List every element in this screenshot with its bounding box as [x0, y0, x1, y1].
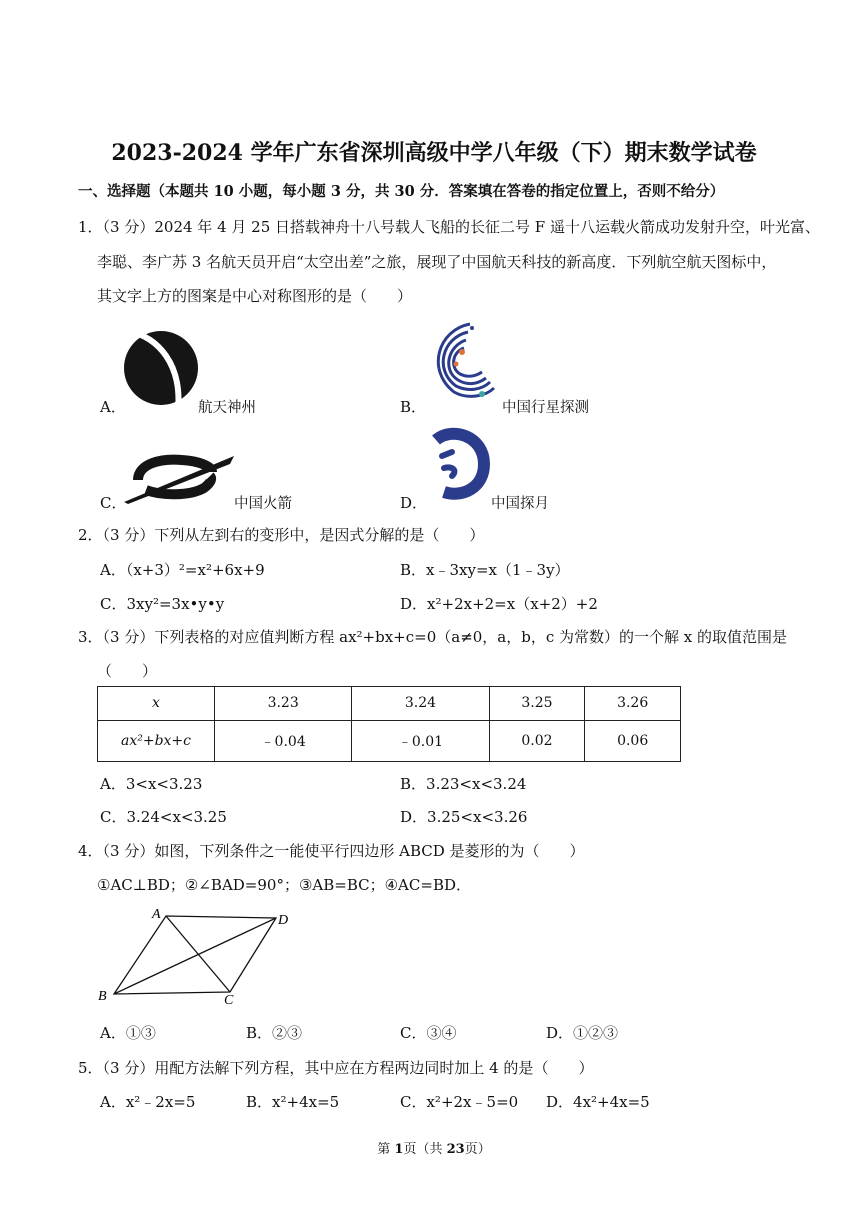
- footer-total-pages: 23: [446, 1142, 465, 1157]
- page-footer: [0, 1138, 868, 1157]
- q5-option-b: B．x²+4x=5: [246, 1093, 340, 1111]
- q3-stem: 3．（3 分）下列表格的对应值判断方程 ax²+bx+c=0（a≠0，a，b，c 为常数）的一个解 x 的取值范围是: [78, 628, 788, 646]
- logo-lunar-exploration-icon: [422, 426, 490, 502]
- footer-prefix: 第: [377, 1142, 395, 1157]
- q2-stem: 2．（3 分）下列从左到右的变形中，是因式分解的是（ ）: [78, 526, 485, 544]
- q4-option-d: D．①②③: [546, 1024, 619, 1042]
- q3-option-a: A．3<x<3.23: [100, 775, 203, 793]
- table-cell: ax²+bx+c: [98, 720, 215, 761]
- q1-option-c-label: 中国火箭: [234, 496, 292, 512]
- q1-option-b-letter: B．: [400, 398, 427, 416]
- q1-option-a-label: 航天神州: [198, 400, 256, 416]
- q3-stem-paren: （ ）: [97, 662, 158, 680]
- footer-page-number: 1: [394, 1142, 404, 1157]
- table-cell: 0.02: [489, 720, 585, 761]
- q4-option-a: A．①③: [100, 1024, 156, 1042]
- vertex-label-b: B: [98, 989, 107, 1004]
- q2-option-c: C．3xy²=3x•y•y: [100, 595, 225, 613]
- table-row: [98, 720, 681, 761]
- q4-option-c: C．③④: [400, 1024, 457, 1042]
- table-cell: x: [98, 687, 215, 721]
- footer-suffix: 页）: [464, 1142, 491, 1157]
- section-heading: 一、选择题（本题共 10 小题，每小题 3 分，共 30 分．答案填在答卷的指定位置上，否则不给分）: [78, 183, 725, 200]
- q3-option-d: D．3.25<x<3.26: [400, 808, 528, 826]
- q1-line-3: 其文字上方的图案是中心对称图形的是（ ）: [97, 287, 413, 305]
- table-cell: ﹣0.01: [352, 720, 489, 761]
- q2-option-b: B．x﹣3xy=x（1﹣3y）: [400, 561, 570, 579]
- q3-option-c: C．3.24<x<3.25: [100, 808, 227, 826]
- vertex-label-a: A: [152, 907, 161, 922]
- logo-rocket-icon: [120, 450, 240, 506]
- vertex-label-d: D: [278, 913, 289, 928]
- q1-line-2: 李聪、李广苏 3 名航天员开启“太空出差”之旅，展现了中国航天科技的新高度．下列航空航天图标中，: [97, 253, 777, 271]
- table-cell: ﹣0.04: [215, 720, 352, 761]
- q4-conditions: ①AC⊥BD；②∠BAD=90°；③AB=BC；④AC=BD．: [97, 876, 471, 894]
- table-cell: 3.25: [489, 687, 585, 721]
- q5-option-a: A．x²﹣2x=5: [100, 1093, 196, 1111]
- q4-stem: 4．（3 分）如图，下列条件之一能使平行四边形 ABCD 是菱形的为（ ）: [78, 842, 585, 860]
- q1-option-a-letter: A．: [100, 398, 126, 416]
- q2-option-a: A．（x+3）²=x²+6x+9: [100, 561, 265, 579]
- footer-middle: 页（共: [403, 1142, 447, 1157]
- logo-planet-exploration-icon: [420, 320, 500, 402]
- q4-option-b: B．②③: [246, 1024, 303, 1042]
- q1-option-d-label: 中国探月: [491, 496, 549, 512]
- table-row: [98, 687, 681, 721]
- page-title: 2023-2024 学年广东省深圳高级中学八年级（下）期末数学试卷: [111, 140, 757, 166]
- q1-option-b-label: 中国行星探测: [502, 400, 589, 416]
- q5-option-c: C．x²+2x﹣5=0: [400, 1093, 519, 1111]
- vertex-label-c: C: [224, 993, 234, 1006]
- logo-shenzhou-icon: [120, 326, 200, 412]
- q2-option-d: D．x²+2x+2=x（x+2）+2: [400, 595, 598, 613]
- q3-option-b: B．3.23<x<3.24: [400, 775, 527, 793]
- table-cell: 0.06: [585, 720, 681, 761]
- value-table: [97, 686, 681, 762]
- q5-option-d: D．4x²+4x=5: [546, 1093, 650, 1111]
- q1-option-d-letter: D．: [400, 494, 428, 512]
- parallelogram-figure: [94, 902, 294, 1006]
- q5-stem: 5．（3 分）用配方法解下列方程，其中应在方程两边同时加上 4 的是（ ）: [78, 1059, 594, 1077]
- table-cell: 3.24: [352, 687, 489, 721]
- table-cell: 3.26: [585, 687, 681, 721]
- q1-option-c-letter: C．: [100, 494, 127, 512]
- table-cell: 3.23: [215, 687, 352, 721]
- q1-line-1: 1．（3 分）2024 年 4 月 25 日搭载神舟十八号载人飞船的长征二号 F 遥十八运载火箭成功发射升空，叶光富、: [78, 218, 820, 236]
